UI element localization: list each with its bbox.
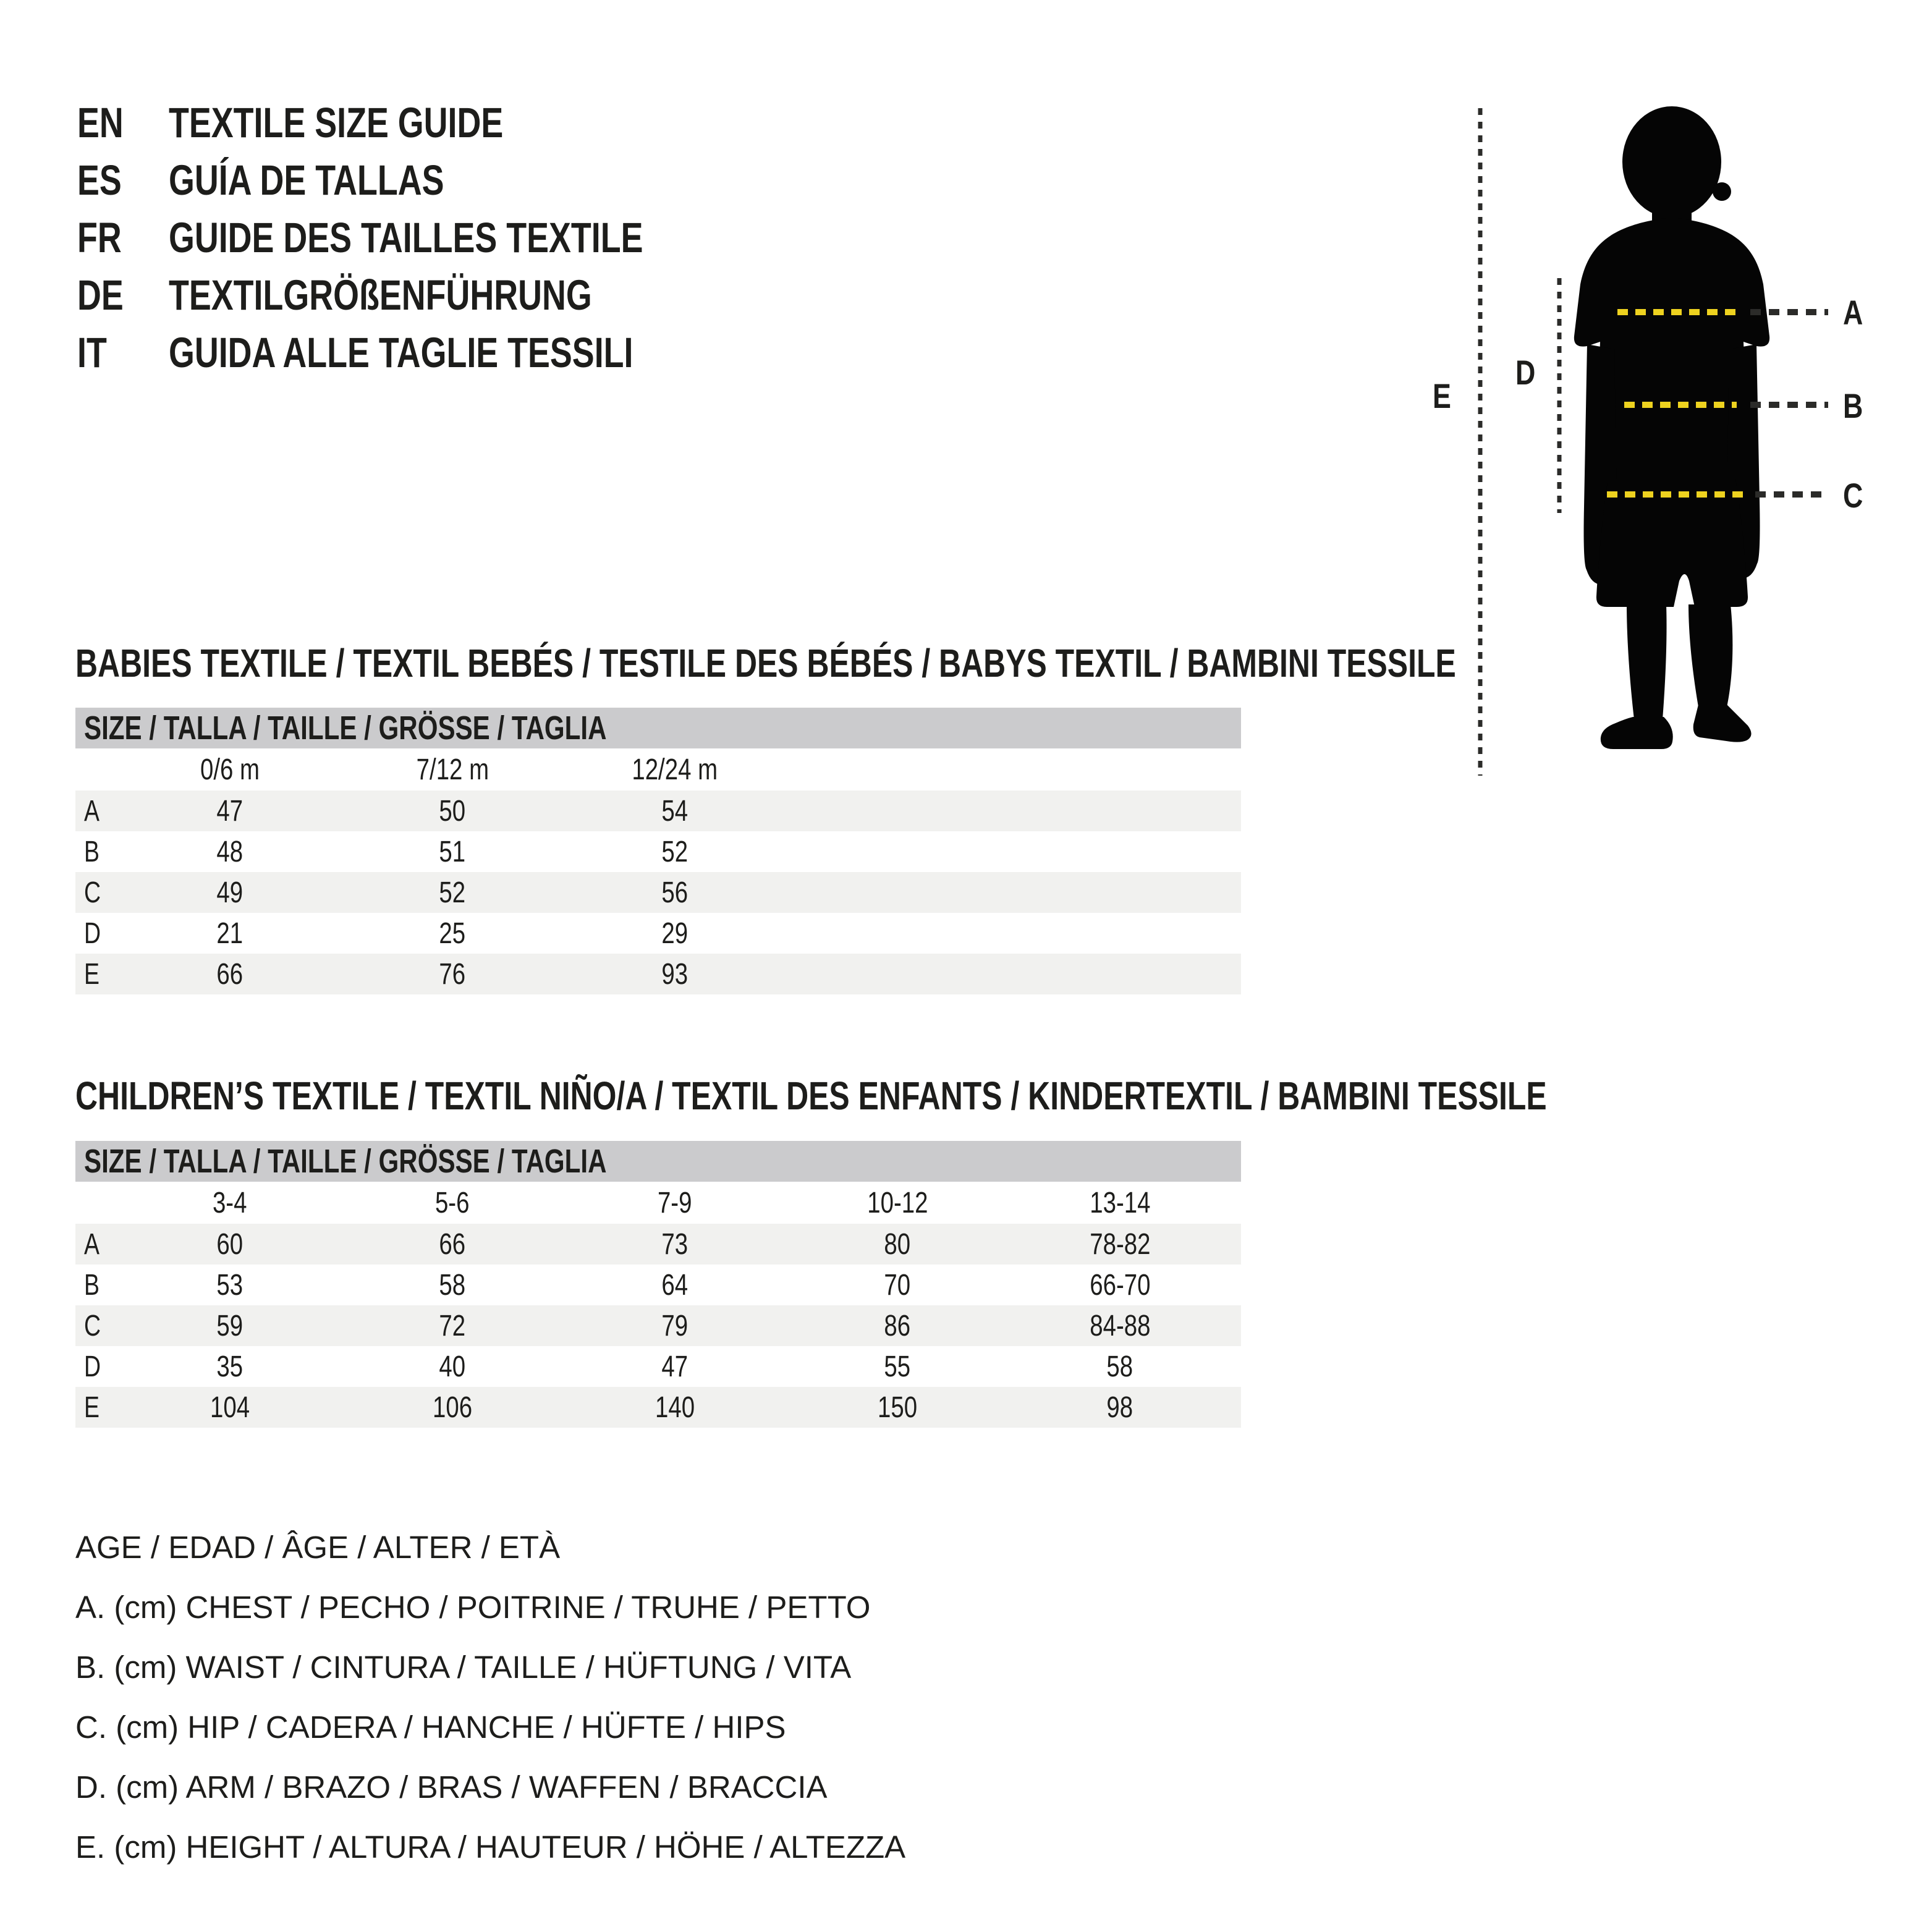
lang-row-en xyxy=(77,94,777,151)
children-col-10-12: 10-12 xyxy=(866,1186,928,1219)
legend-arm-line: D. (cm) ARM / BRAZO / BRAS / WAFFEN / BRACCIA xyxy=(75,1769,828,1805)
figure-label-height-e: E xyxy=(1433,376,1451,416)
lang-title-es: GUÍA DE TALLAS xyxy=(169,156,444,204)
children-col-3-4: 3-4 xyxy=(213,1186,247,1219)
legend-chest-line: A. (cm) CHEST / PECHO / POITRINE / TRUHE / PETTO xyxy=(75,1590,871,1625)
lang-title-de: TEXTILGRÖßENFÜHRUNG xyxy=(169,271,592,319)
figure-label-hip-c: C xyxy=(1843,476,1863,515)
legend-height-line: E. (cm) HEIGHT / ALTURA / HAUTEUR / HÖHE / ALTEZZA xyxy=(75,1829,906,1865)
children-col-13-14: 13-14 xyxy=(1089,1186,1151,1219)
figure-label-waist-b: B xyxy=(1843,386,1863,426)
lang-row-de xyxy=(77,266,777,324)
row-label: A xyxy=(84,794,100,828)
children-row-d: D 35 40 47 55 58 xyxy=(75,1346,1241,1387)
row-label: E xyxy=(84,957,100,991)
lang-code-fr: FR xyxy=(77,214,122,261)
lang-row-fr xyxy=(77,209,777,266)
babies-row-e: E 66 76 93 xyxy=(75,954,1241,994)
lang-row-it xyxy=(77,324,777,381)
babies-row-d: D 21 25 29 xyxy=(75,913,1241,954)
babies-row-a: A 47 50 54 xyxy=(75,790,1241,831)
lang-code-it: IT xyxy=(77,329,107,376)
lang-code-en: EN xyxy=(77,99,124,146)
row-label: D xyxy=(84,917,101,950)
legend-waist-line: B. (cm) WAIST / CINTURA / TAILLE / HÜFTUNG / VITA xyxy=(75,1650,852,1685)
language-title-list xyxy=(77,94,777,381)
babies-section-title: BABIES TEXTILE / TEXTIL BEBÉS / TESTILE DES BÉBÉS / BABYS TEXTIL / BAMBINI TESSILE xyxy=(75,641,1456,685)
children-size-table xyxy=(75,1141,1241,1428)
row-label: C xyxy=(84,1309,101,1342)
legend-age-line: AGE / EDAD / ÂGE / ALTER / ETÀ xyxy=(75,1530,561,1565)
children-col-7-9: 7-9 xyxy=(658,1186,692,1219)
figure-label-arm-d: D xyxy=(1515,353,1536,392)
lang-row-es xyxy=(77,151,777,209)
lang-code-de: DE xyxy=(77,271,124,319)
children-section-title: CHILDREN’S TEXTILE / TEXTIL NIÑO/A / TEXTIL DES ENFANTS / KINDERTEXTIL / BAMBINI TESSILE xyxy=(75,1074,1547,1118)
babies-row-b: B 48 51 52 xyxy=(75,831,1241,872)
babies-size-table xyxy=(75,708,1241,994)
babies-row-c: C 49 52 56 xyxy=(75,872,1241,913)
row-label: A xyxy=(84,1227,100,1261)
children-column-header-row xyxy=(75,1182,1241,1224)
children-row-b: B 53 58 64 70 66-70 xyxy=(75,1265,1241,1305)
row-label: D xyxy=(84,1350,101,1383)
row-label: C xyxy=(84,876,101,909)
row-label: B xyxy=(84,835,100,868)
lang-title-it: GUIDA ALLE TAGLIE TESSILI xyxy=(169,329,633,376)
children-col-5-6: 5-6 xyxy=(435,1186,470,1219)
children-row-a: A 60 66 73 80 78-82 xyxy=(75,1224,1241,1265)
babies-col-0-6m: 0/6 m xyxy=(200,753,260,786)
figure-label-chest-a: A xyxy=(1843,293,1863,333)
lang-code-es: ES xyxy=(77,156,122,204)
babies-size-header-bar: SIZE / TALLA / TAILLE / GRÖSSE / TAGLIA xyxy=(75,708,1241,748)
children-size-header-bar: SIZE / TALLA / TAILLE / GRÖSSE / TAGLIA xyxy=(75,1141,1241,1182)
children-row-c: C 59 72 79 86 84-88 xyxy=(75,1305,1241,1346)
children-row-e: E 104 106 140 150 98 xyxy=(75,1387,1241,1428)
lang-title-fr: GUIDE DES TAILLES TEXTILE xyxy=(169,214,643,261)
babies-column-header-row xyxy=(75,748,1241,790)
child-silhouette-figure xyxy=(1409,74,1932,816)
babies-col-7-12m: 7/12 m xyxy=(416,753,489,786)
legend-hip-line: C. (cm) HIP / CADERA / HANCHE / HÜFTE / HIPS xyxy=(75,1710,786,1745)
lang-title-en: TEXTILE SIZE GUIDE xyxy=(169,99,504,146)
measurement-legend xyxy=(75,1517,905,1877)
row-label: B xyxy=(84,1268,100,1302)
row-label: E xyxy=(84,1391,100,1424)
babies-col-12-24m: 12/24 m xyxy=(632,753,718,786)
